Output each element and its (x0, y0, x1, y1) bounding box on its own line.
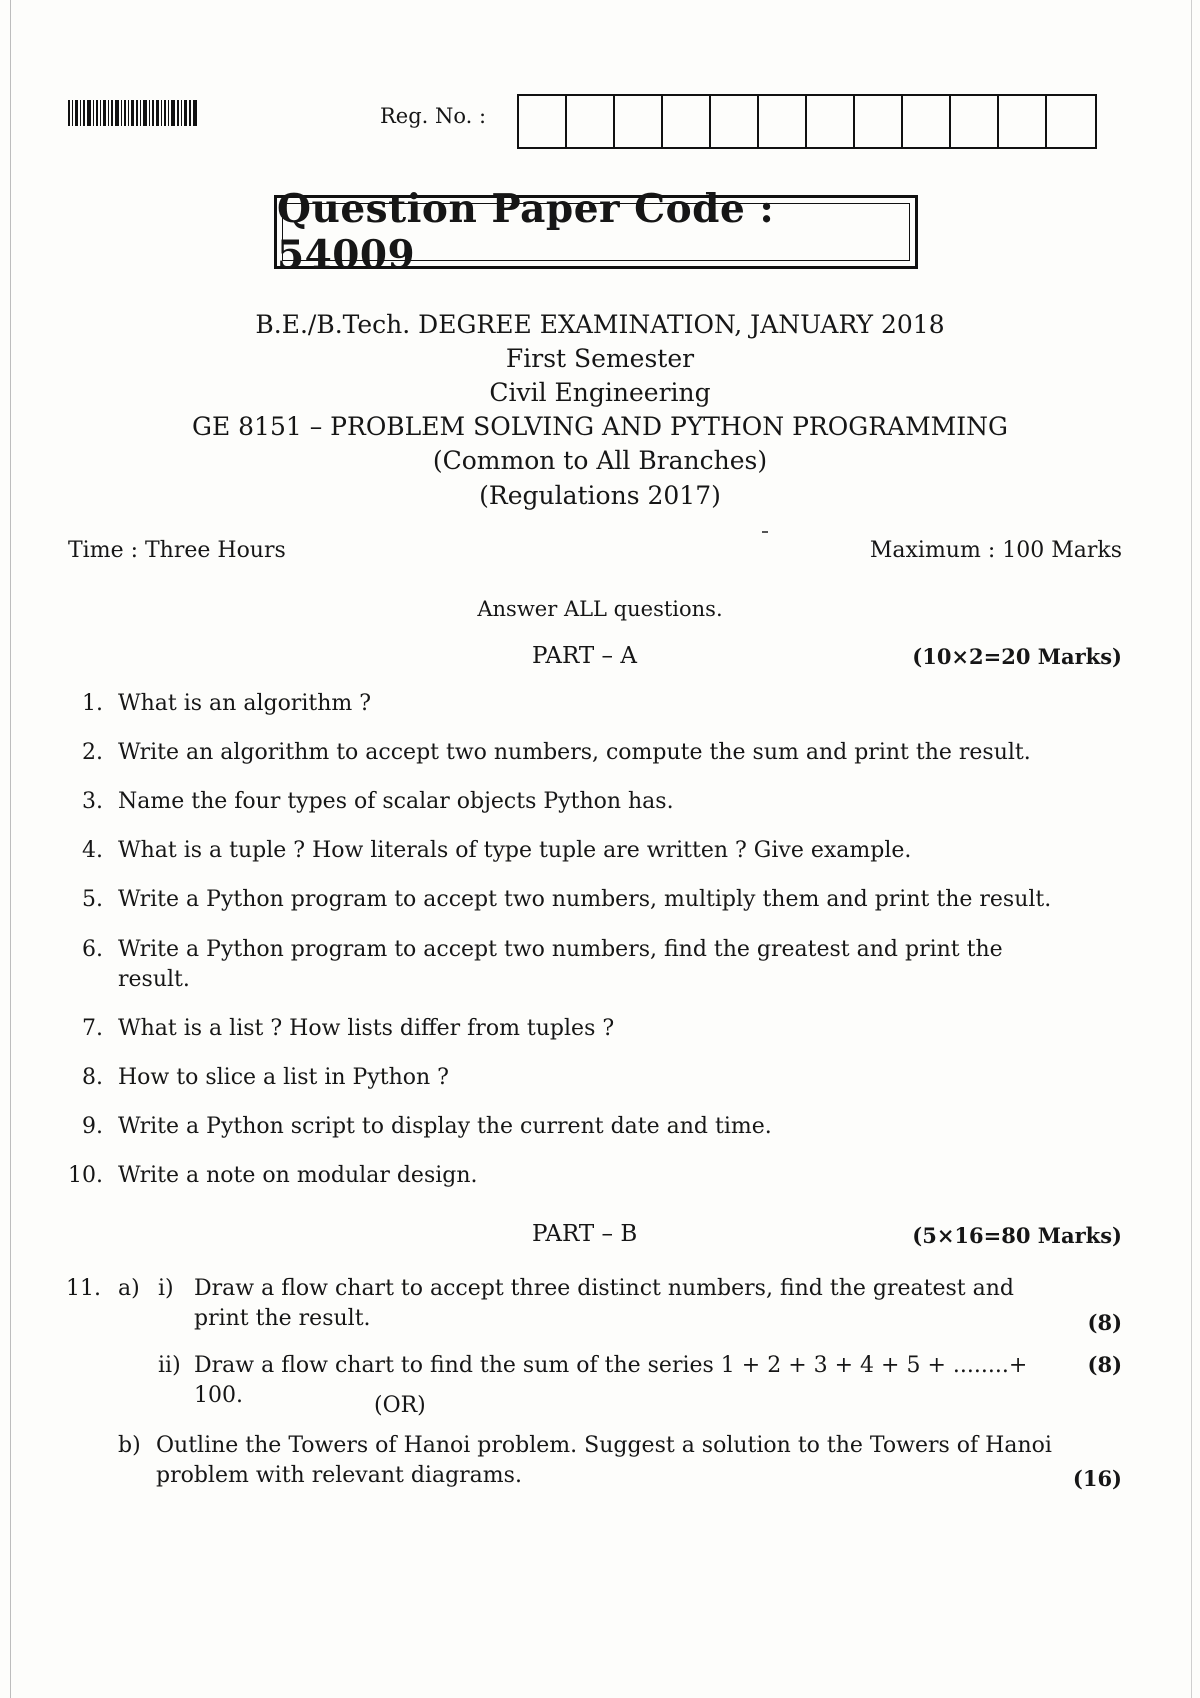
question-text: How to slice a list in Python ? (118, 1065, 449, 1090)
time-allowed: Time : Three Hours (68, 538, 286, 563)
question-number: 6. (82, 937, 103, 962)
semester: First Semester (505, 344, 695, 373)
reg-digit-box[interactable] (855, 96, 903, 147)
question-paper-code: Question Paper Code : 54009 (277, 186, 775, 278)
scan-mark (762, 531, 768, 533)
subquestion-label: a) (118, 1276, 140, 1301)
scan-border-right (1191, 0, 1192, 1698)
question-number: 1. (82, 691, 103, 716)
question-number: 9. (82, 1114, 103, 1139)
question-text: Draw a flow chart to accept three distinct numbers, find the greatest and print the result. (194, 1276, 1014, 1331)
course-title: GE 8151 – PROBLEM SOLVING AND PYTHON PROGRAMMING (191, 412, 1008, 441)
question-number: 10. (68, 1163, 103, 1188)
reg-digit-box[interactable] (1047, 96, 1095, 147)
part-a-title: PART – A (532, 643, 637, 669)
part-b-title: PART – B (532, 1221, 638, 1247)
question-number: 3. (82, 789, 103, 814)
reg-no-label: Reg. No. : (380, 104, 487, 128)
part-label: ii) (158, 1353, 181, 1378)
reg-digit-box[interactable] (999, 96, 1047, 147)
question-text: Write a Python script to display the current date and time. (118, 1114, 772, 1139)
reg-digit-box[interactable] (711, 96, 759, 147)
question-text: Write a Python program to accept two numbers, find the greatest and print the result. (118, 937, 1003, 992)
part-a-marks: (10×2=20 Marks) (912, 644, 1122, 669)
reg-digit-box[interactable] (663, 96, 711, 147)
reg-digit-box[interactable] (519, 96, 567, 147)
question-marks: (8) (1087, 1310, 1122, 1335)
question-text: What is an algorithm ? (118, 691, 372, 716)
question-marks: (16) (1072, 1466, 1122, 1491)
subquestion-label: b) (118, 1433, 141, 1458)
question-number: 4. (82, 838, 103, 863)
reg-digit-box[interactable] (903, 96, 951, 147)
question-text: What is a tuple ? How literals of type tuple are written ? Give example. (118, 838, 912, 863)
question-marks: (8) (1087, 1352, 1122, 1377)
reg-digit-box[interactable] (759, 96, 807, 147)
barcode (68, 100, 197, 126)
common-note: (Common to All Branches) (432, 446, 768, 475)
question-text: Name the four types of scalar objects Python has. (118, 789, 674, 814)
question-number: 8. (82, 1065, 103, 1090)
maximum-marks: Maximum : 100 Marks (869, 538, 1122, 563)
department: Civil Engineering (489, 378, 711, 407)
question-number: 2. (82, 740, 103, 765)
question-text: Outline the Towers of Hanoi problem. Suggest a solution to the Towers of Hanoi problem with relevant diagrams. (156, 1433, 1052, 1488)
question-number: 5. (82, 887, 103, 912)
reg-digit-box[interactable] (807, 96, 855, 147)
question-paper-code-box (274, 186, 918, 278)
part-b-marks: (5×16=80 Marks) (912, 1223, 1122, 1248)
question-text: Draw a flow chart to find the sum of the series 1 + 2 + 3 + 4 + 5 + ........+ 100. (194, 1353, 1028, 1408)
reg-digit-box[interactable] (567, 96, 615, 147)
exam-title: B.E./B.Tech. DEGREE EXAMINATION, JANUARY 2018 (255, 310, 945, 339)
reg-no-boxes[interactable] (517, 94, 1097, 149)
question-text: What is a list ? How lists differ from tuples ? (118, 1016, 615, 1041)
question-number: 7. (82, 1016, 103, 1041)
question-text: Write a note on modular design. (118, 1163, 478, 1188)
or-separator: (OR) (374, 1393, 426, 1418)
reg-digit-box[interactable] (951, 96, 999, 147)
question-number: 11. (66, 1276, 101, 1301)
question-text: Write a Python program to accept two numbers, multiply them and print the result. (118, 887, 1052, 912)
reg-digit-box[interactable] (615, 96, 663, 147)
question-text: Write an algorithm to accept two numbers, compute the sum and print the result. (118, 740, 1031, 765)
part-label: i) (158, 1276, 174, 1301)
instruction: Answer ALL questions. (477, 597, 723, 621)
regulations: (Regulations 2017) (479, 481, 721, 510)
